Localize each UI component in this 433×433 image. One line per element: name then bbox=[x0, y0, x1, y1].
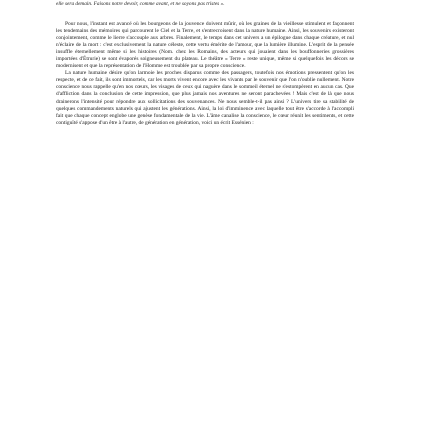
body-text bbox=[56, 21, 354, 127]
running-header: elle sera demain. Faisons notre devoir, comme avant, et ne soyons pas tristes ». bbox=[56, 1, 225, 7]
paragraph-2: La nature humaine désire qu'on larmoie les proches disparus comme des passagers, toutefois nos émotions pressentent qu'on les respecte, et de ce fait, ils sont immortels, car les morts vivent encore avec les vivants par le souvenir que l'on n'oublie nullement. Notre conscience nous rappelle qu'en nos cœurs, les visages de ceux qui naguère dans le sommeil éternel ne s'estompèrent en aucun cas. Que d'affliction dans la conclusion de cette impression, que plus jamais nos aventures ne seront parachevées ! Mais c'est de là que nous drainerons l'intensité pour répondre aux sollicitations des souvenances. Ne nous semble-t-il pas ainsi ? L'univers tire sa stabilité de quelques commandements naturels qui ajustent les générations. Ainsi, la loi d'imminence avec laquelle tout être s'accorde à l'accompli fait que chaque concept englobe une genèse fondamentale de la vie. L'âme canalise la conscience, le cœur réunit les sentiments, et cette contiguïté s'appose d'un être à l'autre, de génération en génération, voici un écrit Essénien : bbox=[56, 70, 354, 126]
paragraph-1: Pour nous, l'instant est avancé où les bourgeons de la jouvence doivent mûrir, où les graines de la vieillesse stimulent et façonnent les tendemains des mémoires qui parcourent le Ciel et la Terre, et s'entrecroisent dans la nature humaine. Ainsi, les souvenirs existeront conjointement, comme le lierre s'accouple aux arbres. Finalement, le temps dans cet univers a un épilogue dans chaque créature, et nul n'éclaire de la mort : c'est exclusivement la nature céleste, cette vertu émérite de l'amour, que la lumière illumine. L'esprit de la pensée insuffle éternellement même si les histoires (Nom. chez les Romains, des acteurs qui jouaient dans les bouffonneries grossières importées d'Étrurie) se sont évaporés soigneusement du plateau. Le théâtre « Terre » reste unique, même si quelquefois les décors se modernisent et que la représentation de l'Homme est troublée par sa propre conscience. bbox=[56, 21, 354, 70]
